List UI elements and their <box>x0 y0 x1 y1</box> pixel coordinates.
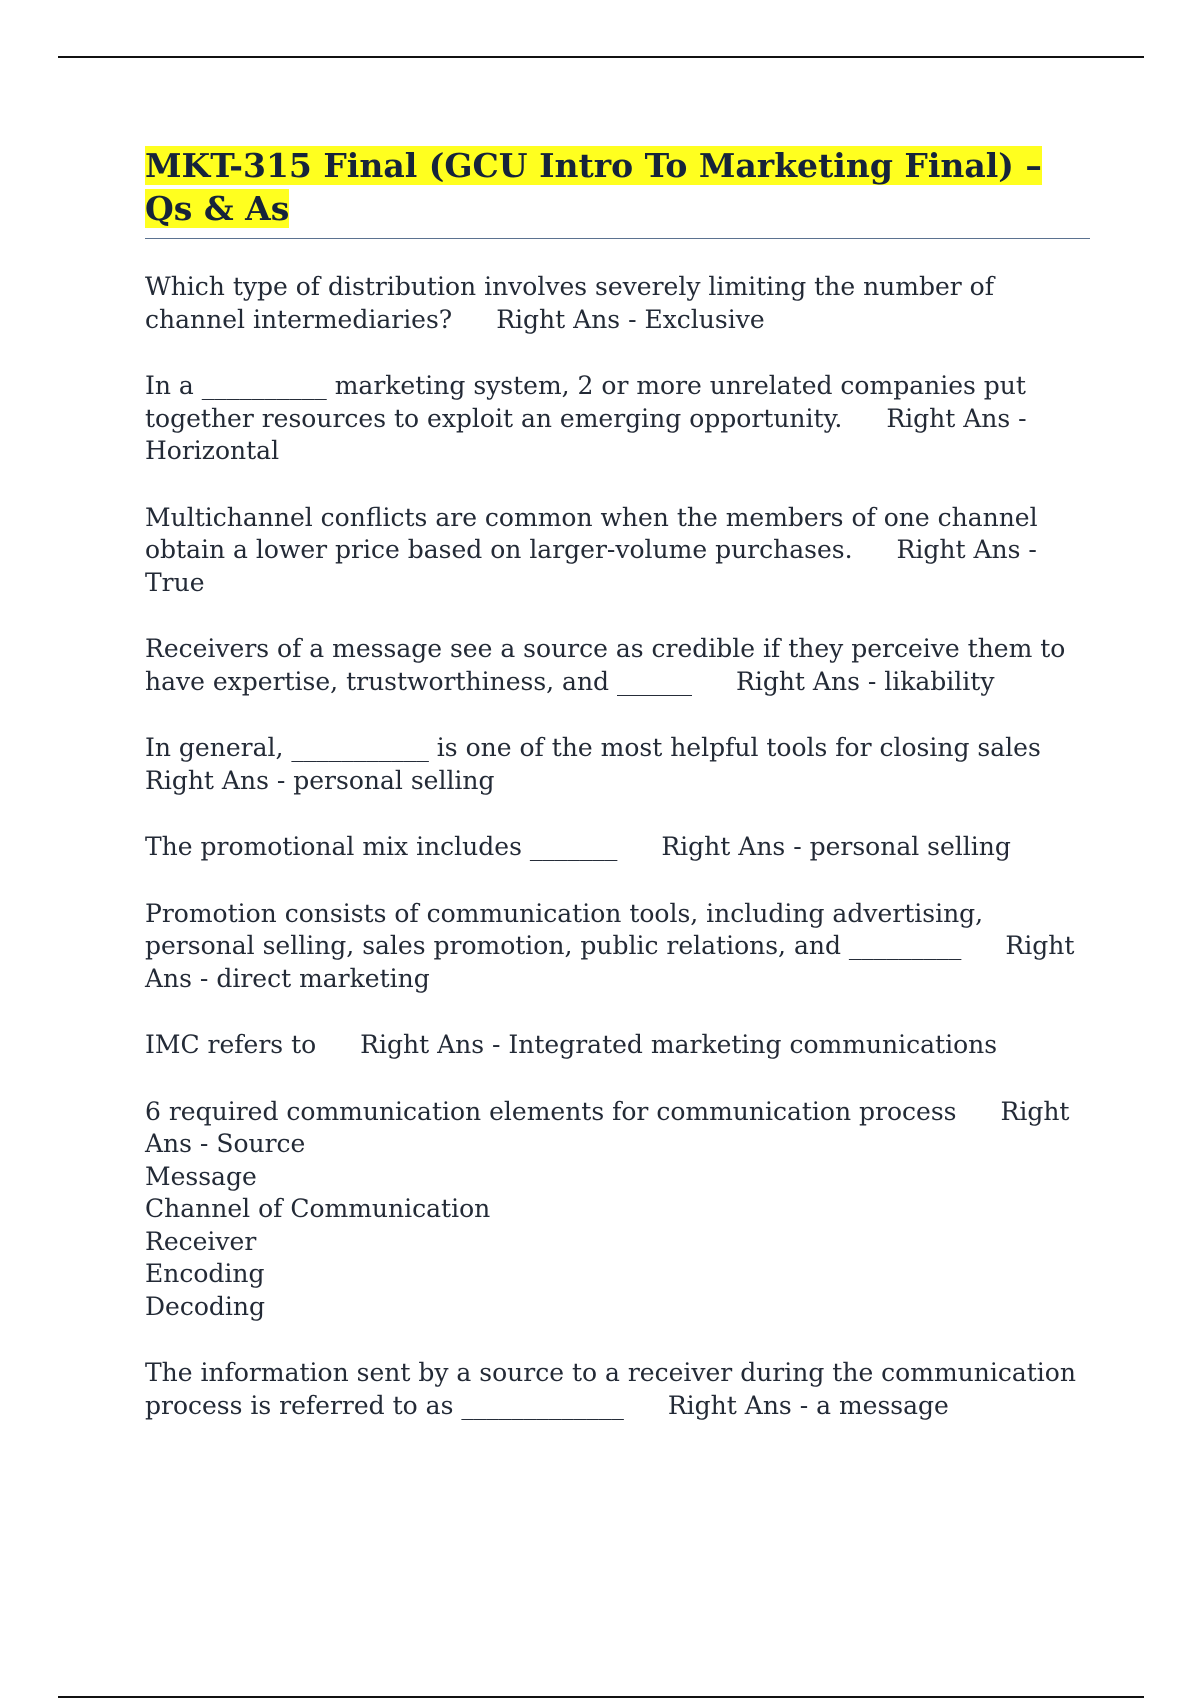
document-body <box>145 144 1090 1456</box>
answer-extra-line: Message <box>145 1161 257 1191</box>
question-text: Which type of distribution involves severely limiting the number of channel intermediaries? <box>145 272 1002 334</box>
page-bottom-rule <box>58 1696 1144 1698</box>
question-text: Receivers of a message see a source as credible if they perceive them to have expertise, trustworthiness, and ______ <box>145 634 1074 696</box>
answer-text: Right Ans - Exclusive <box>496 304 765 334</box>
answer-text: Right Ans - Horizontal <box>145 403 1035 465</box>
question-text: Promotion consists of communication tools, including advertising, personal selling, sales promotion, public relations, and _________ <box>145 898 992 960</box>
question-text: In general, ___________ is one of the most helpful tools for closing sales <box>145 733 1041 762</box>
qa-list <box>145 271 1090 1422</box>
title-highlight: MKT-315 Final (GCU Intro To Marketing Final) – Qs & As <box>145 146 1042 228</box>
answer-extra-line: Receiver <box>145 1226 257 1256</box>
qa-item <box>145 1357 1090 1422</box>
question-text: The information sent by a source to a receiver during the communication process is referred to as _____________ <box>145 1358 1084 1420</box>
qa-item <box>145 831 1090 864</box>
qa-item <box>145 370 1090 468</box>
title-block <box>145 144 1090 239</box>
document-title <box>145 144 1090 230</box>
answer-text: Right Ans - a message <box>667 1390 949 1420</box>
qa-item <box>145 271 1090 336</box>
question-text: IMC refers to <box>145 1030 317 1059</box>
answer-text: Right Ans - personal selling <box>661 832 1011 861</box>
answer-extra-line: Channel of Communication <box>145 1194 491 1223</box>
qa-item <box>145 502 1090 600</box>
question-text: In a __________ marketing system, 2 or more unrelated companies put together resources to exploit an emerging opportunity. <box>145 371 1034 433</box>
answer-extra-line: Encoding <box>145 1259 265 1288</box>
question-text: 6 required communication elements for communication process <box>145 1096 957 1126</box>
answer-text: Right Ans - likability <box>736 666 995 696</box>
answer-text: Right Ans - personal selling <box>145 765 495 795</box>
qa-item <box>145 732 1090 797</box>
answer-text: Right Ans - direct marketing <box>145 931 1083 993</box>
question-text: The promotional mix includes _______ <box>145 832 618 861</box>
qa-item <box>145 1029 1090 1062</box>
qa-item <box>145 633 1090 698</box>
answer-text: Right Ans - True <box>145 535 1045 597</box>
answer-text: Right Ans - Source <box>145 1096 1078 1158</box>
question-text: Multichannel conflicts are common when the members of one channel obtain a lower price based on larger-volume purchases. <box>145 502 1046 564</box>
qa-item <box>145 898 1090 996</box>
answer-extra-line: Decoding <box>145 1291 265 1321</box>
page-top-rule <box>58 56 1144 58</box>
qa-item <box>145 1096 1090 1324</box>
answer-text: Right Ans - Integrated marketing communications <box>360 1030 998 1059</box>
